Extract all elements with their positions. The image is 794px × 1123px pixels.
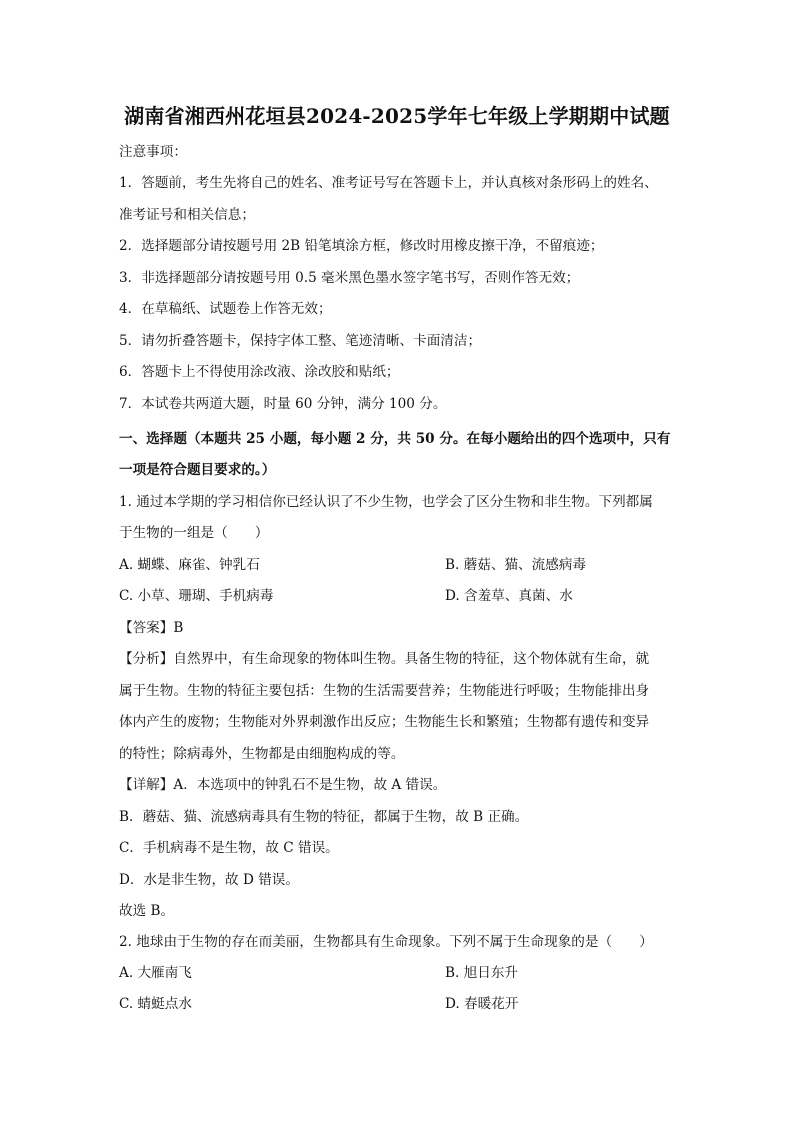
- notice-line: 4．在草稿纸、试题卷上作答无效；: [119, 301, 332, 317]
- notice-line: 1．答题前，考生先将自己的姓名、准考证号写在答题卡上，并认真核对条形码上的姓名、: [119, 175, 658, 191]
- option-b: B. 旭日东升: [445, 965, 519, 981]
- page-title: 湖南省湘西州花垣县2024-2025学年七年级上学期期中试题: [124, 104, 670, 128]
- option-a: A. 大雁南飞: [119, 965, 192, 981]
- detail-line: B．蘑菇、猫、流感病毒具有生物的特征，都属于生物，故 B 正确。: [119, 809, 529, 825]
- section-heading: 一、选择题（本题共 25 小题，每小题 2 分，共 50 分。在每小题给出的四个选项中，只有: [119, 431, 671, 447]
- option-d: D. 春暖花开: [445, 996, 519, 1012]
- analysis-line: 的特性；除病毒外，生物都是由细胞构成的等。: [119, 746, 405, 762]
- option-b: B. 蘑菇、猫、流感病毒: [445, 557, 586, 573]
- question-stem: 1. 通过本学期的学习相信你已经认识了不少生物，也学会了区分生物和非生物。下列都属: [119, 494, 653, 510]
- notice-line: 7．本试卷共两道大题，时量 60 分钟，满分 100 分。: [119, 396, 447, 412]
- analysis-line: 属于生物。生物的特征主要包括：生物的生活需要营养；生物能进行呼吸；生物能排出身: [119, 683, 650, 699]
- notice-line: 3．非选择题部分请按题号用 0.5 毫米黑色墨水签字笔书写，否则作答无效；: [119, 270, 580, 286]
- analysis-line: 体内产生的废物；生物能对外界刺激作出反应；生物能生长和繁殖；生物都有遗传和变异: [119, 714, 650, 730]
- question-stem: 于生物的一组是（ ）: [119, 525, 269, 541]
- notice-line: 6．答题卡上不得使用涂改液、涂改胶和贴纸；: [119, 364, 400, 380]
- analysis-line: 【分析】自然界中，有生命现象的物体叫生物。具备生物的特征，这个物体就有生命，就: [119, 651, 650, 667]
- answer: 【答案】B: [119, 620, 184, 636]
- detail-line: D．水是非生物，故 D 错误。: [119, 872, 299, 888]
- option-d: D. 含羞草、真菌、水: [445, 588, 573, 604]
- notice-heading: 注意事项：: [119, 144, 187, 160]
- notice-line: 2．选择题部分请按题号用 2B 铅笔填涂方框，修改时用橡皮擦干净，不留痕迹；: [119, 238, 604, 254]
- conclusion: 故选 B。: [119, 903, 175, 919]
- question-stem: 2. 地球由于生物的存在而美丽，生物都具有生命现象。下列不属于生命现象的是（ ）: [119, 934, 653, 950]
- option-a: A. 蝴蝶、麻雀、钟乳石: [119, 557, 260, 573]
- notice-line: 5．请勿折叠答题卡，保持字体工整、笔迹清晰、卡面清洁；: [119, 333, 482, 349]
- option-c: C. 小草、珊瑚、手机病毒: [119, 588, 274, 604]
- option-c: C. 蜻蜓点水: [119, 996, 192, 1012]
- section-heading: 一项是符合题目要求的。）: [119, 462, 276, 478]
- detail-line: C．手机病毒不是生物，故 C 错误。: [119, 840, 339, 856]
- detail-line: 【详解】A．本选项中的钟乳石不是生物，故 A 错误。: [119, 777, 447, 793]
- notice-line: 准考证号和相关信息；: [119, 207, 255, 223]
